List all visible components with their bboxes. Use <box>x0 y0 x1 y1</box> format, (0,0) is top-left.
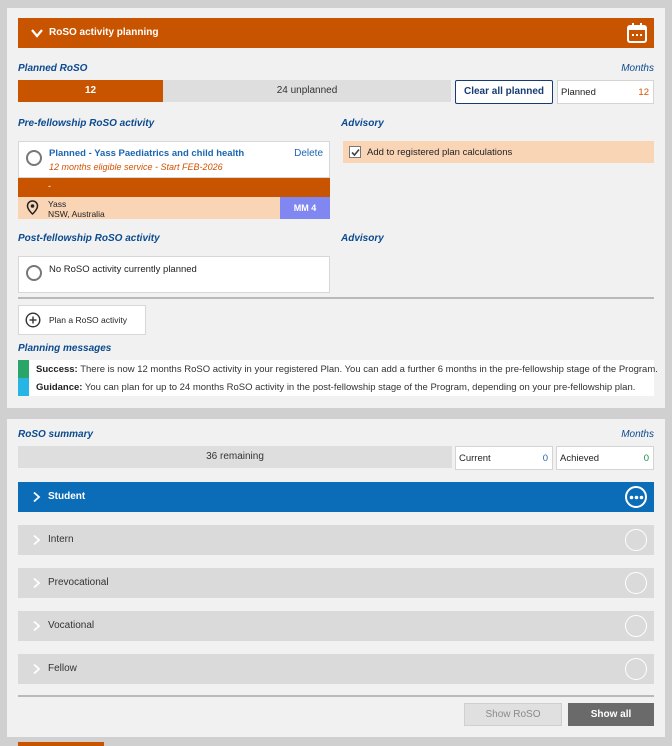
stage-intern[interactable] <box>18 525 654 555</box>
pre-fellowship-title: Pre-fellowship RoSO activity <box>18 118 155 129</box>
activity-radio[interactable] <box>26 150 42 166</box>
post-advisory-title: Advisory <box>341 233 384 244</box>
no-activity-label: No RoSO activity currently planned <box>49 264 197 275</box>
chevron-right-icon <box>30 620 42 632</box>
achieved-box <box>556 446 654 470</box>
show-roso-button[interactable]: Show RoSO <box>464 703 562 726</box>
roso-planning-panel <box>7 8 665 408</box>
advisory-checkbox-row[interactable] <box>343 141 654 163</box>
planning-header-title: RoSO activity planning <box>49 27 159 38</box>
stage-vocational[interactable] <box>18 611 654 641</box>
mm-badge: MM 4 <box>280 197 330 219</box>
current-box <box>455 446 553 470</box>
show-all-button[interactable]: Show all <box>568 703 654 726</box>
chevron-right-icon <box>30 491 42 503</box>
stage-fellow-status-icon <box>625 658 647 680</box>
summary-divider <box>18 695 654 697</box>
stage-vocational-label: Vocational <box>48 620 95 631</box>
remaining-bar: 36 remaining <box>18 446 452 468</box>
location-region: NSW, Australia <box>48 209 105 219</box>
advisory-title: Advisory <box>341 118 384 129</box>
checkmark-icon <box>350 147 361 158</box>
success-type: Success: <box>36 364 78 375</box>
guidance-text: You can plan for up to 24 months RoSO activity in the post-fellowship stage of the Program, depending on your pre-fellowship plan. <box>82 382 636 393</box>
stage-student[interactable] <box>18 482 654 512</box>
location-city: Yass <box>48 199 67 209</box>
delete-link[interactable]: Delete <box>294 148 323 159</box>
stage-fellow-label: Fellow <box>48 663 77 674</box>
stage-fellow[interactable] <box>18 654 654 684</box>
planning-messages-title: Planning messages <box>18 343 112 354</box>
location-pin-icon <box>26 200 39 215</box>
stage-prevocational-label: Prevocational <box>48 577 109 588</box>
summary-months-label: Months <box>621 429 654 440</box>
roso-summary-title: RoSO summary <box>18 429 94 440</box>
planned-months-box <box>557 80 654 104</box>
activity-color-bar <box>18 178 330 197</box>
location-row <box>18 197 280 219</box>
activity-title[interactable]: Planned - Yass Paediatrics and child health <box>49 148 245 159</box>
stage-prevocational-status-icon <box>625 572 647 594</box>
planning-header[interactable] <box>18 18 654 48</box>
months-label: Months <box>621 63 654 74</box>
guidance-message <box>18 378 654 396</box>
clear-all-planned-button[interactable]: Clear all planned <box>455 80 553 104</box>
guidance-type: Guidance: <box>36 382 83 393</box>
post-activity-radio[interactable] <box>26 265 42 281</box>
stage-prevocational[interactable] <box>18 568 654 598</box>
add-to-plan-checkbox[interactable] <box>349 146 361 158</box>
guidance-stripe <box>18 378 29 396</box>
chevron-down-icon <box>30 26 44 40</box>
success-text: There is now 12 months RoSO activity in your registered Plan. You can add a further 6 months in the pre-fellowship stage of the Program. <box>77 364 658 375</box>
roso-summary-panel <box>7 419 665 737</box>
ellipsis-icon <box>629 495 644 500</box>
planned-count-bar: 12 <box>18 80 163 102</box>
plan-roso-label: Plan a RoSO activity <box>49 315 127 325</box>
activity-dash: - <box>48 181 51 191</box>
planned-value: 12 <box>638 87 649 98</box>
achieved-label: Achieved <box>560 453 600 464</box>
activity-card[interactable] <box>18 141 330 178</box>
section-divider <box>18 297 654 299</box>
chevron-right-icon <box>30 663 42 675</box>
advisory-checkbox-label: Add to registered plan calculations <box>367 147 513 158</box>
current-value: 0 <box>542 453 548 464</box>
success-stripe <box>18 360 29 378</box>
calendar-icon[interactable] <box>626 22 648 44</box>
activity-subtitle: 12 months eligible service - Start FEB-2026 <box>49 162 223 172</box>
planned-label: Planned <box>561 87 596 98</box>
stage-intern-label: Intern <box>48 534 74 545</box>
next-section-edge <box>18 742 104 746</box>
plus-circle-icon <box>25 312 41 328</box>
post-fellowship-title: Post-fellowship RoSO activity <box>18 233 160 244</box>
stage-student-label: Student <box>48 491 86 502</box>
achieved-value: 0 <box>643 453 649 464</box>
plan-roso-activity-button[interactable] <box>18 305 146 335</box>
more-options-icon[interactable] <box>625 486 647 508</box>
success-message <box>18 360 658 378</box>
chevron-right-icon <box>30 577 42 589</box>
planned-roso-title: Planned RoSO <box>18 63 88 74</box>
post-activity-card <box>18 256 330 293</box>
chevron-right-icon <box>30 534 42 546</box>
stage-vocational-status-icon <box>625 615 647 637</box>
stage-intern-status-icon <box>625 529 647 551</box>
current-label: Current <box>459 453 491 464</box>
unplanned-bar: 24 unplanned <box>163 80 451 102</box>
